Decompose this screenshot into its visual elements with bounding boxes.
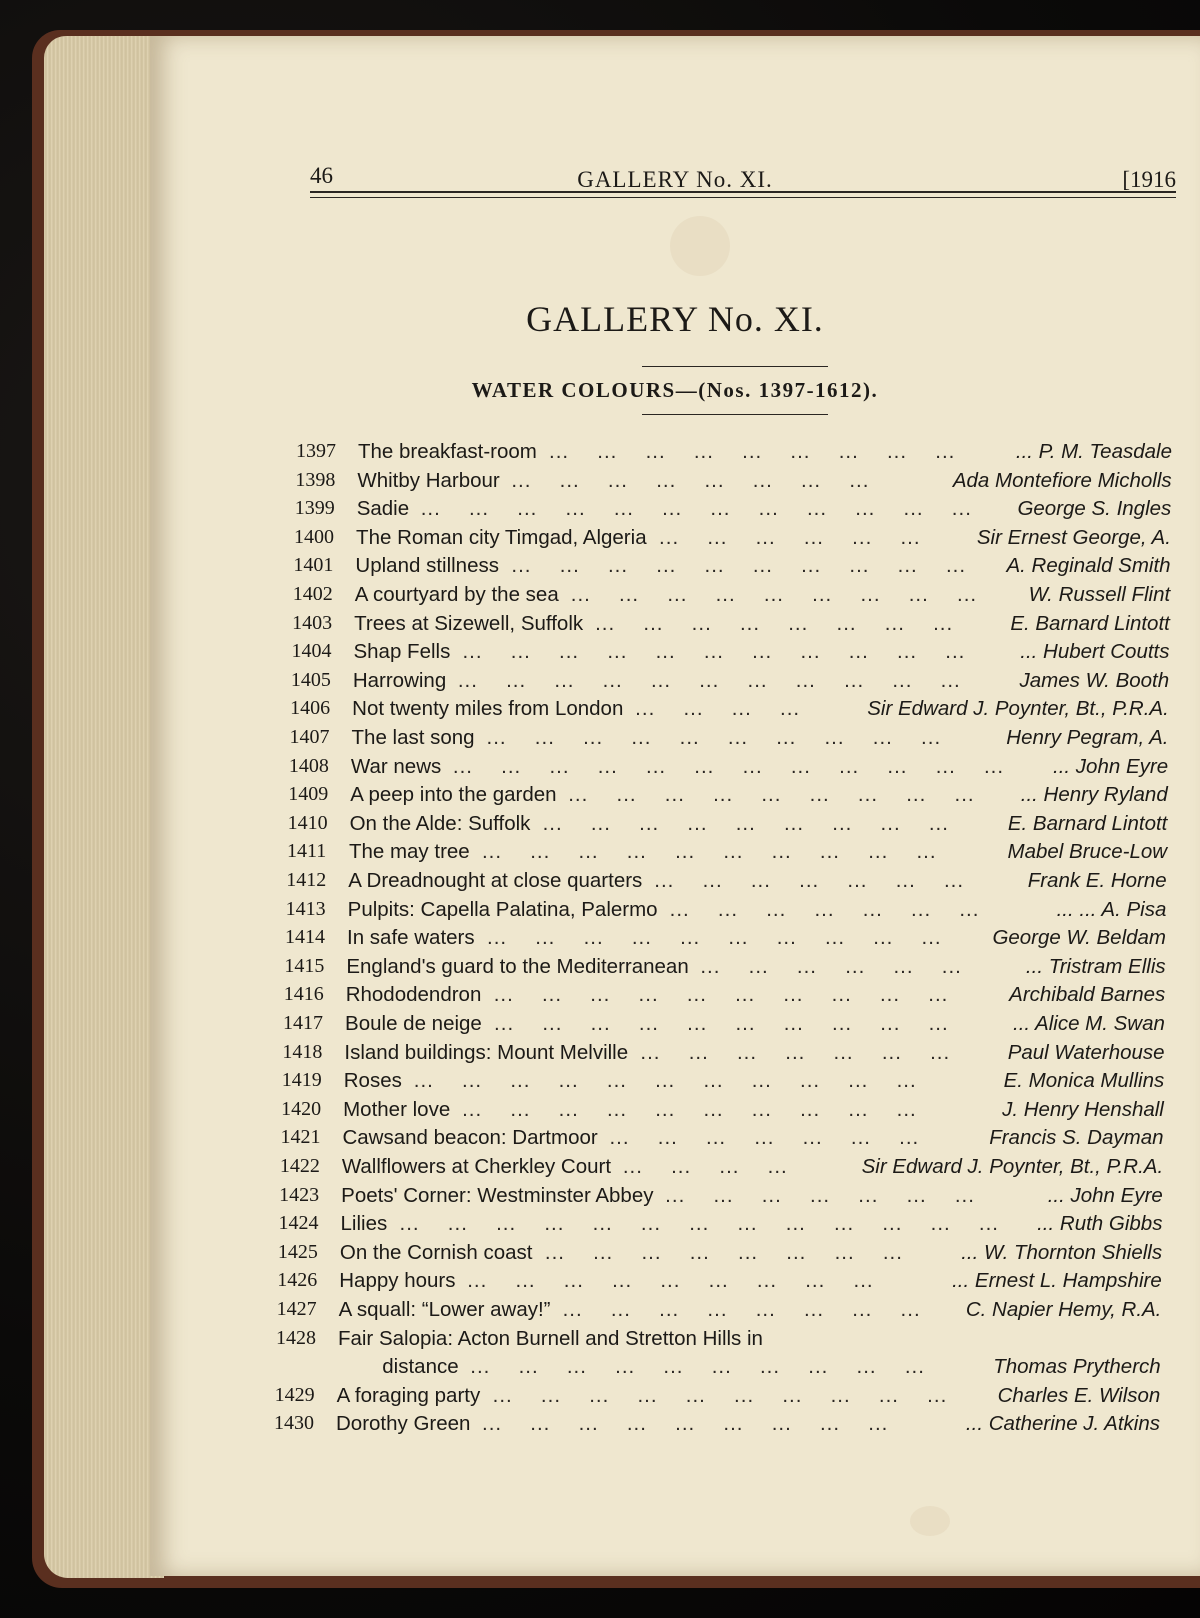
leader-dots: ... ... ... ... ... ... ... ... ... ...: [492, 1383, 948, 1407]
entry-artist: ... Catherine J. Atkins: [965, 1412, 1160, 1436]
catalogue-entry: [287, 840, 1167, 868]
leader-dots: ... ... ... ... ... ... ... ... ... ... ...: [413, 1069, 917, 1093]
leader-dots: ... ... ... ... ... ... ... ... ... ... ... ...: [452, 754, 1005, 778]
leader-dots: ... ... ... ... ... ... ... ... ...: [467, 1269, 874, 1293]
entry-number: 1423: [279, 1183, 320, 1206]
entry-number: 1412: [286, 869, 327, 891]
catalogue-entry: [284, 983, 1166, 1011]
entry-number: 1430: [274, 1412, 314, 1435]
leader-dots: ... ... ... ... ... ... ... ... ...: [568, 783, 975, 807]
catalogue-entry: [279, 1184, 1163, 1212]
entry-artist: E. Barnard Lintott: [1010, 611, 1170, 635]
leader-dots: ... ... ... ... ... ... ... ... ...: [549, 440, 956, 463]
catalogue-entry: [286, 898, 1167, 926]
entry-number: 1414: [285, 926, 325, 949]
running-head: [150, 131, 1200, 191]
entry-number: 1410: [287, 811, 328, 834]
entry-title: The last song: [351, 726, 475, 749]
entry-title: Boule de neige: [345, 1012, 482, 1035]
entry-artist: ... Ernest L. Hampshire: [952, 1269, 1162, 1293]
entry-artist: E. Barnard Lintott: [1007, 811, 1168, 835]
entry-artist: Frank E. Horne: [1027, 869, 1167, 892]
catalogue-entry: [289, 755, 1168, 783]
catalogue-entry: [291, 640, 1169, 668]
entry-number: 1422: [279, 1155, 320, 1177]
entry-title: A peep into the garden: [350, 783, 557, 807]
section-heading: WATER COLOURS—(Nos. 1397-1612).: [471, 378, 879, 402]
entry-artist: Thomas Prytherch: [993, 1355, 1161, 1379]
leader-dots: ... ... ... ... ... ... ... ... ... ... ...: [457, 668, 961, 692]
leader-dots: ... ... ... ... ... ... ... ... ... ...: [494, 1012, 949, 1035]
catalogue-entry: [279, 1212, 1163, 1240]
leader-dots: ... ... ... ... ... ... ...: [665, 1183, 975, 1207]
entry-title: Whitby Harbour: [357, 468, 500, 492]
catalogue-entry: [276, 1327, 1161, 1355]
page-stain: [670, 216, 730, 276]
entry-title: The may tree: [348, 840, 470, 864]
catalogue-entry: [291, 669, 1169, 697]
leader-dots: ... ... ... ... ... ... ... ... ... ...: [493, 983, 949, 1007]
running-title: GALLERY No. XI.: [577, 167, 773, 192]
entry-number: 1401: [293, 554, 334, 577]
entry-number: 1399: [294, 497, 335, 520]
entry-title: A foraging party: [336, 1383, 481, 1407]
entry-title: Not twenty miles from London: [352, 697, 624, 721]
header-rule: [310, 191, 1176, 198]
leader-dots: ... ... ... ... ... ... ... ... ... ...: [487, 926, 942, 950]
entry-artist: Ada Montefiore Micholls: [952, 468, 1172, 492]
entry-title: Trees at Sizewell, Suffolk: [354, 611, 584, 635]
entry-number: 1420: [281, 1097, 322, 1120]
entry-title: Rhododendron: [345, 983, 482, 1007]
entry-artist: Henry Pegram, A.: [1006, 726, 1169, 749]
entry-number: 1408: [288, 754, 329, 777]
entry-artist: C. Napier Hemy, R.A.: [965, 1298, 1162, 1321]
catalogue-entry: [280, 1126, 1163, 1154]
leader-dots: ... ... ... ... ... ... ... ... ... ...: [511, 554, 967, 578]
leader-dots: ... ... ... ... ... ... ... ... ... ...: [481, 840, 937, 864]
entry-artist: George S. Ingles: [1017, 497, 1172, 521]
catalogue-entry: [278, 1241, 1162, 1269]
entry-artist: Sir Ernest George, A.: [976, 525, 1171, 549]
catalogue-entry: [283, 1012, 1165, 1040]
leader-dots: ... ... ... ... ... ... ... ... ... ... ... ... ...: [399, 1212, 999, 1236]
entry-artist: Sir Edward J. Poynter, Bt., P.R.A.: [861, 1155, 1164, 1178]
entry-title: On the Alde: Suffolk: [349, 811, 531, 835]
catalogue-entry: [295, 469, 1171, 497]
entry-artist: George W. Beldam: [992, 926, 1166, 950]
entry-artist: W. Russell Flint: [1028, 583, 1171, 606]
catalogue-entry: [281, 1098, 1164, 1126]
entry-title: Lilies: [340, 1212, 388, 1236]
entry-title: War news: [350, 754, 442, 778]
catalogue-entry: [280, 1155, 1163, 1183]
entry-artist: ... John Eyre: [1053, 754, 1169, 778]
entry-number: 1429: [274, 1383, 315, 1406]
leader-dots: ... ... ... ... ... ...: [700, 954, 962, 978]
leader-dots: ... ... ... ... ... ... ...: [654, 869, 965, 892]
entry-title: A courtyard by the sea: [354, 583, 559, 606]
catalogue-entry: [277, 1269, 1162, 1297]
leader-dots: ... ... ... ... ... ... ... ... ... ...: [470, 1355, 925, 1379]
catalogue-entry: [284, 955, 1165, 983]
entry-number: 1417: [283, 1012, 324, 1034]
entry-number: 1415: [284, 954, 325, 977]
entry-artist: A. Reginald Smith: [1006, 554, 1171, 578]
entry-artist: Paul Waterhouse: [1007, 1040, 1165, 1064]
entry-title: Harrowing: [352, 668, 447, 692]
entry-title: The breakfast-room: [358, 440, 537, 463]
entry-title: Wallflowers at Cherkley Court: [341, 1155, 612, 1178]
entry-number: 1404: [291, 640, 332, 663]
entry-artist: James W. Booth: [1019, 668, 1170, 692]
leader-dots: ... ... ... ... ... ... ... ...: [544, 1240, 903, 1264]
entry-title: Island buildings: Mount Melville: [344, 1040, 629, 1064]
gallery-heading: GALLERY No. XI.: [526, 299, 824, 339]
entry-number: 1428: [275, 1326, 316, 1349]
leader-dots: ... ... ... ... ... ... ... ... ...: [482, 1412, 889, 1436]
catalogue-entry: [275, 1355, 1160, 1383]
catalogue-entry: [285, 926, 1166, 954]
entry-number: 1419: [281, 1069, 322, 1092]
leader-dots: ... ... ... ... ... ... ... ... ...: [570, 583, 978, 606]
entry-artist: ... Ruth Gibbs: [1037, 1212, 1163, 1236]
entry-number: 1403: [292, 611, 333, 634]
entry-artist: ... W. Thornton Shiells: [961, 1240, 1163, 1264]
running-year: [1916: [1122, 167, 1176, 192]
catalogue-entry: [290, 726, 1169, 754]
catalogue-entry: [294, 526, 1171, 554]
entry-title: In safe waters: [347, 926, 475, 950]
entry-artist: ... John Eyre: [1047, 1183, 1163, 1207]
leader-dots: ... ... ... ... ... ... ... ...: [562, 1298, 921, 1321]
entry-title: Dorothy Green: [336, 1412, 471, 1436]
leader-dots: ... ... ... ...: [622, 1155, 788, 1178]
entry-title: Upland stillness: [355, 554, 499, 578]
page-number: 46: [310, 163, 333, 188]
entry-title: Happy hours: [339, 1269, 456, 1293]
entry-artist: ... Hubert Coutts: [1020, 640, 1170, 664]
entry-artist: ... Henry Ryland: [1020, 783, 1168, 807]
entry-title: Poets' Corner: Westminster Abbey: [341, 1183, 654, 1207]
leader-dots: ... ... ... ... ... ...: [659, 525, 921, 549]
entry-artist: ... Alice M. Swan: [1013, 1012, 1165, 1035]
entry-title: Cawsand beacon: Dartmoor: [342, 1126, 598, 1150]
entry-number: 1400: [294, 525, 335, 548]
entry-number: 1411: [286, 840, 327, 863]
entry-title: Fair Salopia: Acton Burnell and Stretton Hills in: [337, 1326, 763, 1350]
entry-number: 1416: [283, 983, 324, 1006]
catalogue-entry: [290, 697, 1169, 725]
entry-number: 1425: [277, 1240, 318, 1263]
entry-artist: E. Monica Mullins: [1003, 1069, 1165, 1093]
entry-title: Shap Fells: [353, 640, 451, 664]
leader-dots: ... ... ... ... ... ... ... ... ...: [542, 811, 949, 835]
entry-title: Sadie: [356, 497, 410, 521]
leader-dots: ... ... ... ... ... ... ... ... ... ... ... ...: [420, 497, 972, 521]
entry-title: Roses: [343, 1069, 402, 1093]
catalogue-entry: [296, 440, 1172, 468]
entry-title: The Roman city Timgad, Algeria: [356, 525, 647, 549]
catalogue-entry: [282, 1069, 1164, 1097]
entry-title: England's guard to the Mediterranean: [346, 954, 689, 978]
entry-number: 1418: [282, 1040, 323, 1063]
entry-number: 1424: [278, 1212, 319, 1235]
leader-dots: ... ... ... ... ... ... ... ... ... ... ...: [462, 640, 966, 664]
entry-artist: Francis S. Dayman: [989, 1126, 1164, 1150]
entry-number: 1427: [276, 1298, 317, 1320]
catalogue-entry: [274, 1412, 1160, 1440]
catalogue-entry: [293, 554, 1170, 582]
entry-artist: J. Henry Henshall: [1002, 1097, 1164, 1121]
entry-title: A Dreadnought at close quarters: [348, 869, 643, 892]
leader-dots: ... ... ... ... ... ... ...: [669, 897, 980, 921]
entry-number: 1405: [290, 668, 331, 691]
entry-number: 1407: [289, 726, 330, 748]
leader-dots: ... ... ... ...: [635, 697, 801, 721]
catalogue-entry: [275, 1384, 1161, 1412]
leader-dots: ... ... ... ... ... ... ...: [609, 1126, 920, 1150]
entry-number: 1406: [290, 697, 331, 720]
entry-number: 1409: [288, 783, 329, 806]
entry-title: A squall: “Lower away!”: [338, 1298, 551, 1321]
entry-number: 1413: [285, 897, 326, 920]
leader-dots: ... ... ... ... ... ... ... ... ... ...: [486, 726, 942, 749]
leader-dots: ... ... ... ... ... ... ... ...: [595, 611, 954, 635]
entry-number: 1426: [277, 1269, 318, 1292]
leader-dots: ... ... ... ... ... ... ... ... ... ...: [462, 1097, 917, 1121]
leader-dots: ... ... ... ... ... ... ...: [640, 1040, 951, 1064]
page-stack-edge: [44, 36, 164, 1578]
entry-artist: ... P. M. Teasdale: [1015, 440, 1172, 463]
catalogue-entry: [293, 583, 1170, 611]
entry-title: distance: [382, 1355, 459, 1379]
catalogue-entry: [292, 612, 1170, 640]
entry-number: 1402: [292, 583, 333, 605]
entry-number: 1421: [280, 1126, 321, 1149]
catalogue-entry: [277, 1298, 1162, 1326]
entry-artist: ... Tristram Ellis: [1025, 954, 1166, 978]
catalogue-entry: [295, 497, 1172, 525]
catalogue-entry: [282, 1041, 1164, 1069]
entry-artist: Mabel Bruce-Low: [1007, 840, 1168, 864]
heading-rule-top: [642, 366, 828, 367]
catalogue-entry: [286, 869, 1166, 897]
book-page: [150, 36, 1200, 1576]
entry-title: On the Cornish coast: [339, 1240, 533, 1264]
heading-rule-bottom: [642, 414, 828, 415]
catalogue-entry: [288, 812, 1168, 840]
entry-artist: Archibald Barnes: [1009, 983, 1166, 1007]
entry-title: Pulpits: Capella Palatina, Palermo: [347, 897, 658, 921]
catalogue-entry: [288, 783, 1168, 811]
entry-number: 1397: [296, 440, 336, 462]
page-stain: [910, 1506, 950, 1536]
entry-artist: Charles E. Wilson: [997, 1383, 1161, 1407]
entry-number: 1398: [295, 468, 336, 491]
entry-title: Mother love: [343, 1097, 451, 1121]
entry-artist: ... ... A. Pisa: [1056, 897, 1167, 921]
entry-artist: Sir Edward J. Poynter, Bt., P.R.A.: [867, 697, 1169, 721]
leader-dots: ... ... ... ... ... ... ... ...: [511, 468, 870, 492]
